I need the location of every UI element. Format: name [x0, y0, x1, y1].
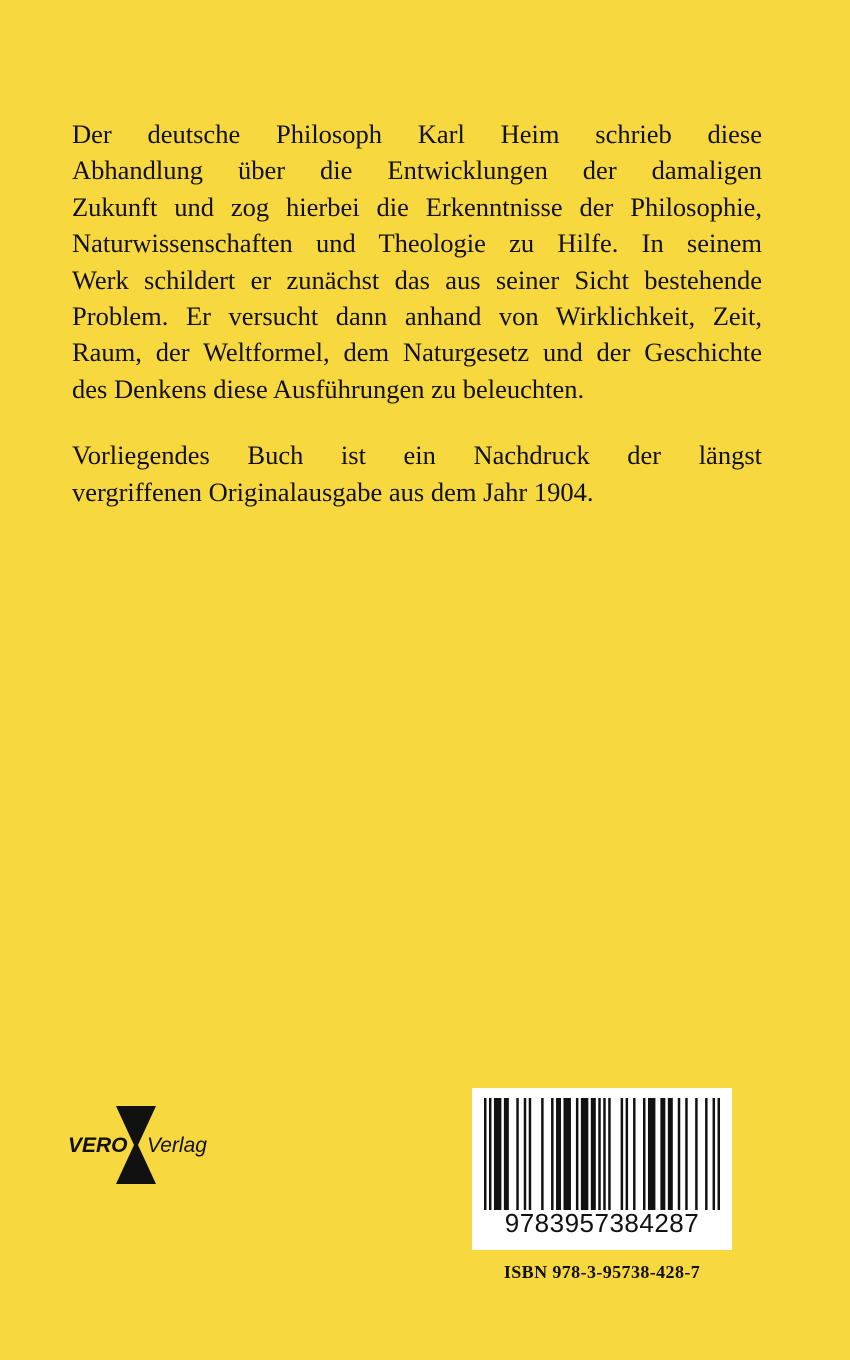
- logo-verlag-text: Verlag: [147, 1134, 207, 1157]
- barcode-bar: [541, 1098, 543, 1210]
- barcode-bar: [591, 1098, 596, 1210]
- blurb-line: Der deutsche Philosoph Karl Heim schrieb diese: [72, 119, 762, 149]
- blurb-line: vergriffenen Originalausgabe aus dem Jahr 1904.: [72, 476, 594, 507]
- barcode-bar: [718, 1098, 720, 1210]
- barcode-bar: [713, 1098, 715, 1210]
- barcode-bar: [621, 1098, 623, 1210]
- blurb-line: Abhandlung über die Entwicklungen der damaligen: [72, 155, 762, 186]
- barcode: [472, 1088, 732, 1250]
- barcode-bar: [695, 1098, 697, 1210]
- blurb-paragraph-2: [72, 437, 762, 510]
- barcode-bar: [678, 1098, 680, 1210]
- blurb-line: Vorliegendes Buch ist ein Nachdruck der längst: [72, 440, 762, 471]
- blurb-paragraph-1: [72, 116, 762, 407]
- barcode-bar: [633, 1098, 635, 1210]
- barcode-bar: [556, 1098, 561, 1210]
- isbn-label: ISBN 978-3-95738-428-7: [503, 1262, 701, 1282]
- barcode-bar: [504, 1098, 509, 1210]
- logo-vero-text: VERO: [68, 1134, 128, 1157]
- barcode-digits: 9783957384287: [504, 1208, 700, 1238]
- barcode-bar: [648, 1098, 655, 1210]
- barcode-bar: [529, 1098, 531, 1210]
- barcode-bar: [608, 1098, 610, 1210]
- back-cover-blurb: [72, 116, 762, 510]
- barcode-bar: [576, 1098, 578, 1210]
- barcode-bar: [705, 1098, 707, 1210]
- barcode-bar: [563, 1098, 570, 1210]
- blurb-line: Problem. Er versucht dann anhand von Wirklichkeit, Zeit,: [72, 301, 762, 332]
- barcode-bar: [516, 1098, 518, 1210]
- blurb-line: des Denkens diese Ausführungen zu beleuchten.: [72, 373, 585, 404]
- barcode-bar: [484, 1098, 486, 1210]
- publisher-logo: [68, 1104, 218, 1186]
- barcode-bar: [668, 1098, 673, 1210]
- barcode-bars: [484, 1098, 720, 1210]
- barcode-bar: [626, 1098, 628, 1210]
- barcode-bar: [643, 1098, 645, 1210]
- barcode-bar: [603, 1098, 605, 1210]
- barcode-bar: [524, 1098, 526, 1210]
- blurb-line: Zukunft und zog hierbei die Erkenntnisse der Philosophie,: [72, 191, 762, 222]
- blurb-line: Naturwissenschaften und Theologie zu Hilfe. In seinem: [72, 228, 762, 259]
- barcode-bar: [598, 1098, 600, 1210]
- barcode-bar: [685, 1098, 687, 1210]
- barcode-bar: [489, 1098, 491, 1210]
- barcode-bar: [494, 1098, 501, 1210]
- barcode-bar: [551, 1098, 553, 1210]
- barcode-bar: [660, 1098, 665, 1210]
- blurb-line: Werk schildert er zunächst das aus seiner Sicht bestehende: [72, 264, 762, 295]
- blurb-line: Raum, der Weltformel, dem Naturgesetz und der Geschichte: [72, 337, 762, 368]
- barcode-bar: [581, 1098, 588, 1210]
- vero-verlag-logo: [68, 1104, 218, 1186]
